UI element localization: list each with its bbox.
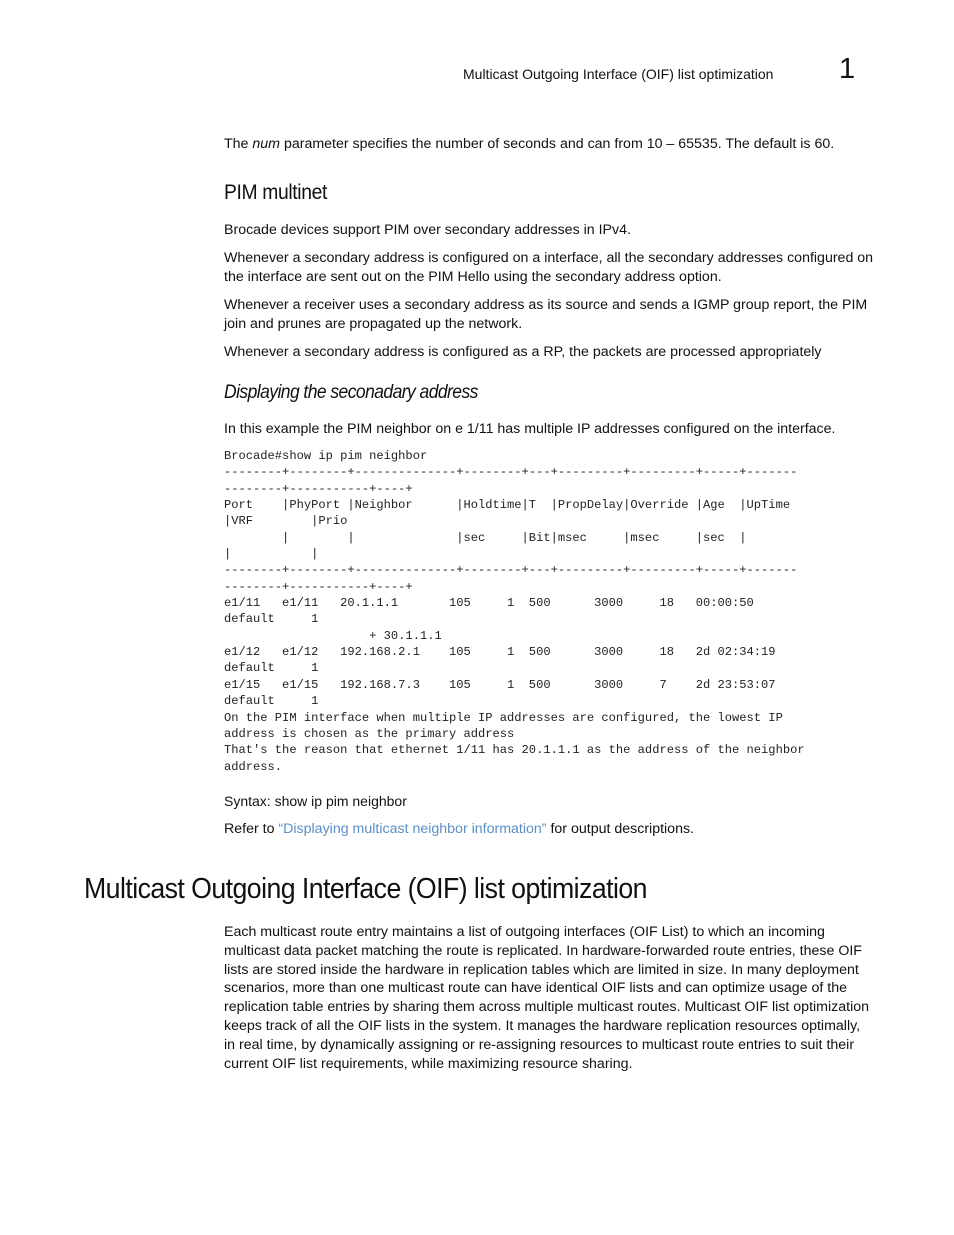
code-line: --------+--------+--------------+--------+---+---------+---------+-----+------- — [224, 465, 798, 480]
refer-paragraph: Refer to “Displaying multicast neighbor information” for output descriptions. — [224, 821, 695, 837]
chapter-section-heading-oif: Multicast Outgoing Interface (OIF) list optimization — [84, 873, 647, 905]
section-heading-pim-multinet: PIM multinet — [224, 181, 327, 204]
paragraph: Brocade devices support PIM over secondary addresses in IPv4. — [224, 222, 631, 238]
code-line: | | — [224, 547, 319, 562]
code-line: | | |sec |Bit|msec |msec |sec | — [224, 530, 747, 545]
code-line: On the PIM interface when multiple IP addresses are configured, the lowest IP — [224, 710, 783, 725]
oif-body-paragraph: Each multicast route entry maintains a list of outgoing interfaces (OIF List) to which an incoming multicast data packet matching the route is replicated. In hardware-forwarded route entries, these OIF lists are stored inside the hardware in replication tables which are limited in size. In many deployment scenarios, more than one multicast route can have identical OIF lists and can optimize usage of the replication table entries by sharing them across multiple multicast routes. Multicast OIF list optimization keeps track of all the OIF lists in the system. It manages the hardware replication resources optimally, in real time, by dynamically assigning or re-assigning resources to multicast route entries to suit their current OIF list requirements, while maximizing resource sharing. — [224, 924, 869, 1072]
running-header-title: Multicast Outgoing Interface (OIF) list optimization — [463, 66, 774, 82]
intro-paragraph: The num parameter specifies the number of seconds and can from 10 – 65535. The default is 60. — [224, 136, 835, 152]
cli-output-block — [224, 448, 805, 775]
code-line: default 1 — [224, 661, 319, 676]
code-line: e1/15 e1/15 192.168.7.3 105 1 500 3000 7 2d 23:53:07 — [224, 677, 776, 692]
cross-reference-link[interactable]: “Displaying multicast neighbor information” — [278, 821, 547, 837]
code-line: default 1 — [224, 694, 319, 709]
code-line: + 30.1.1.1 — [224, 628, 442, 643]
code-line: e1/12 e1/12 192.168.2.1 105 1 500 3000 18 2d 02:34:19 — [224, 645, 776, 660]
code-line: address. — [224, 759, 283, 774]
subsection-heading-displaying: Displaying the seconadary address — [224, 382, 478, 403]
code-line: Port |PhyPort |Neighbor |Holdtime|T |PropDelay|Override |Age |UpTime — [224, 498, 791, 513]
code-line: address is chosen as the primary address — [224, 726, 515, 741]
paragraph: Whenever a secondary address is configured on a interface, all the secondary addresses configured on the interface are sent out on the PIM Hello using the secondary address option. — [224, 250, 874, 285]
chapter-number: 1 — [839, 53, 856, 85]
syntax-line: Syntax: show ip pim neighbor — [224, 793, 407, 809]
code-line: Brocade#show ip pim neighbor — [224, 449, 428, 463]
code-line: --------+--------+--------------+--------+---+---------+---------+-----+------- — [224, 563, 798, 578]
code-line: default 1 — [224, 612, 319, 627]
paragraph: Whenever a secondary address is configured as a RP, the packets are processed appropriately — [224, 344, 822, 360]
code-line: --------+-----------+----+ — [224, 481, 413, 496]
code-line: --------+-----------+----+ — [224, 579, 413, 594]
code-line: That's the reason that ethernet 1/11 has 20.1.1.1 as the address of the neighbor — [224, 743, 805, 758]
param-name: num — [252, 136, 280, 152]
paragraph: Whenever a receiver uses a secondary address as its source and sends a IGMP group report, the PIM join and prunes are propagated up the network. — [224, 297, 868, 332]
code-line: |VRF |Prio — [224, 514, 348, 529]
example-intro: In this example the PIM neighbor on e 1/11 has multiple IP addresses configured on the interface. — [224, 421, 836, 437]
code-line: e1/11 e1/11 20.1.1.1 105 1 500 3000 18 00:00:50 — [224, 596, 754, 611]
